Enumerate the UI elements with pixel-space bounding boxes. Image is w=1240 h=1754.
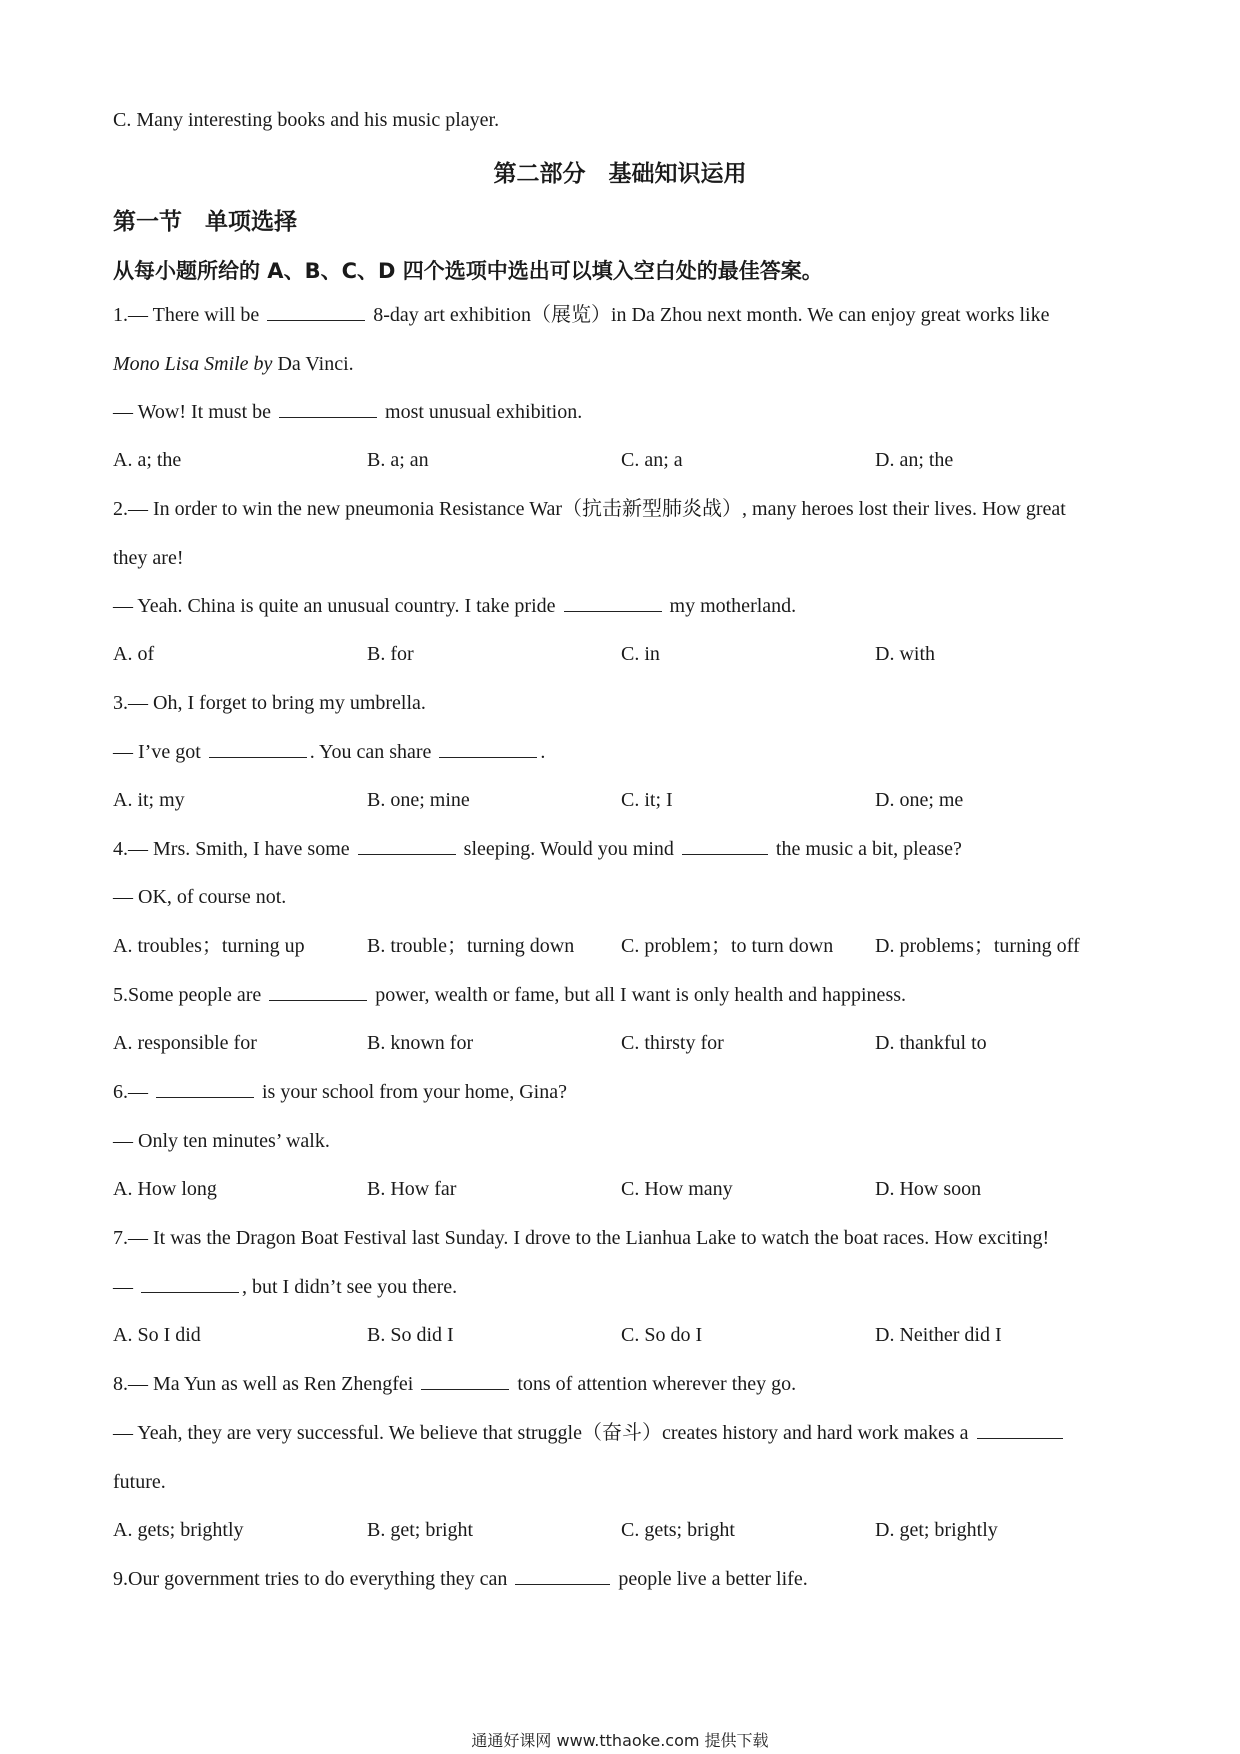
option-d: D. Neither did I xyxy=(875,1324,1002,1346)
question-3-line-1: 3.— Oh, I forget to bring my umbrella. xyxy=(113,692,426,714)
q1-text-c: Da Vinci. xyxy=(272,353,354,375)
q6-text-b: is your school from your home, Gina? xyxy=(262,1081,567,1103)
option-a: A. it; my xyxy=(113,789,185,811)
part-title: 第二部分 基础知识运用 xyxy=(493,161,747,187)
question-7-line-1: 7.— It was the Dragon Boat Festival last Sunday. I drove to the Lianhua Lake to watch the boat races. How exciting! xyxy=(113,1227,1050,1249)
question-3-options xyxy=(113,787,1133,813)
option-c: C. gets; bright xyxy=(621,1519,735,1541)
option-d: D. an; the xyxy=(875,449,954,471)
answer-blank xyxy=(358,836,456,855)
question-4-line-1 xyxy=(113,836,962,862)
page-footer: 通通好课网 www.tthaoke.com 提供下载 xyxy=(471,1731,769,1750)
option-d: D. get; brightly xyxy=(875,1519,998,1541)
option-c: C. in xyxy=(621,643,660,665)
option-d: D. How soon xyxy=(875,1178,982,1200)
question-2-line-2: they are! xyxy=(113,547,184,569)
previous-answer-option: C. Many interesting books and his music player. xyxy=(113,109,500,131)
q1-text-b: 8-day art exhibition（展览）in Da Zhou next month. We can enjoy great works like xyxy=(373,304,1050,326)
option-b: B. How far xyxy=(367,1178,457,1200)
q9-text-a: 9.Our government tries to do everything they can xyxy=(113,1568,508,1590)
question-1-line-2 xyxy=(113,351,354,377)
answer-blank xyxy=(269,982,367,1001)
option-b: B. So did I xyxy=(367,1324,454,1346)
q1-artwork-title: Mono Lisa Smile by xyxy=(113,353,273,375)
option-b: B. one; mine xyxy=(367,789,470,811)
q5-text-a: 5.Some people are xyxy=(113,984,262,1006)
option-c: C. thirsty for xyxy=(621,1032,724,1054)
option-d: D. thankful to xyxy=(875,1032,987,1054)
question-8-options xyxy=(113,1517,1133,1543)
q8-text-a: 8.— Ma Yun as well as Ren Zhengfei xyxy=(113,1373,414,1395)
answer-blank xyxy=(141,1274,239,1293)
section-title: 第一节 单项选择 xyxy=(113,209,297,235)
option-a: A. troubles；turning up xyxy=(113,935,305,957)
q8-text-b: tons of attention wherever they go. xyxy=(517,1373,797,1395)
option-a: A. of xyxy=(113,643,155,665)
question-2-options xyxy=(113,641,1133,667)
option-b: B. get; bright xyxy=(367,1519,474,1541)
q6-text-a: 6.— xyxy=(113,1081,148,1103)
option-c: C. How many xyxy=(621,1178,733,1200)
question-7-options xyxy=(113,1322,1133,1348)
answer-blank xyxy=(564,593,662,612)
option-d: D. with xyxy=(875,643,935,665)
instruction: 从每小题所给的 A、B、C、D 四个选项中选出可以填入空白处的最佳答案。 xyxy=(113,259,823,283)
q5-text-b: power, wealth or fame, but all I want is only health and happiness. xyxy=(375,984,907,1006)
option-a: A. How long xyxy=(113,1178,217,1200)
question-8-line-1 xyxy=(113,1371,796,1397)
question-5-options xyxy=(113,1030,1133,1056)
answer-blank xyxy=(682,836,768,855)
answer-blank xyxy=(209,739,307,758)
option-c: C. an; a xyxy=(621,449,683,471)
option-d: D. one; me xyxy=(875,789,964,811)
answer-blank xyxy=(515,1566,610,1585)
q2-text-b: my motherland. xyxy=(669,595,797,617)
q1-text-d: — Wow! It must be xyxy=(113,401,272,423)
q3-text-c: . xyxy=(540,741,546,763)
option-a: A. responsible for xyxy=(113,1032,257,1054)
question-9-line-1 xyxy=(113,1566,808,1592)
question-7-line-2 xyxy=(113,1274,457,1300)
question-5-line-1 xyxy=(113,982,906,1008)
option-c: C. it; I xyxy=(621,789,673,811)
q4-text-b: sleeping. Would you mind xyxy=(463,838,674,860)
q4-text-a: 4.— Mrs. Smith, I have some xyxy=(113,838,350,860)
question-8-line-2 xyxy=(113,1420,1066,1446)
option-b: B. known for xyxy=(367,1032,474,1054)
question-1-line-3 xyxy=(113,399,582,425)
q2-text-a: — Yeah. China is quite an unusual country. I take pride xyxy=(113,595,556,617)
answer-blank xyxy=(421,1371,509,1390)
question-8-line-3: future. xyxy=(113,1471,166,1493)
option-b: B. for xyxy=(367,643,414,665)
option-a: A. gets; brightly xyxy=(113,1519,244,1541)
q8-text-c: — Yeah, they are very successful. We believe that struggle（奋斗）creates history and hard work makes a xyxy=(113,1422,969,1444)
answer-blank xyxy=(279,399,377,418)
question-2-line-1: 2.— In order to win the new pneumonia Resistance War（抗击新型肺炎战）, many heroes lost their lives. How great xyxy=(113,498,1066,520)
q4-text-c: the music a bit, please? xyxy=(775,838,962,860)
question-2-line-3 xyxy=(113,593,796,619)
q9-text-b: people live a better life. xyxy=(618,1568,808,1590)
question-4-options xyxy=(113,933,1133,959)
q7-text-a: — xyxy=(113,1276,133,1298)
question-6-line-2: — Only ten minutes’ walk. xyxy=(113,1130,330,1152)
q7-text-b: , but I didn’t see you there. xyxy=(242,1276,458,1298)
question-1-line-1 xyxy=(113,302,1049,328)
option-c: C. problem；to turn down xyxy=(621,935,834,957)
q1-text-e: most unusual exhibition. xyxy=(385,401,583,423)
answer-blank xyxy=(156,1079,254,1098)
q3-text-a: — I’ve got xyxy=(113,741,201,763)
option-b: B. a; an xyxy=(367,449,429,471)
question-4-line-2: — OK, of course not. xyxy=(113,886,287,908)
answer-blank xyxy=(977,1420,1063,1439)
question-6-options xyxy=(113,1176,1133,1202)
option-a: A. a; the xyxy=(113,449,182,471)
q3-text-b: . You can share xyxy=(309,741,432,763)
answer-blank xyxy=(267,302,365,321)
question-3-line-2 xyxy=(113,739,545,765)
q1-text-a: 1.— There will be xyxy=(113,304,260,326)
option-a: A. So I did xyxy=(113,1324,201,1346)
question-6-line-1 xyxy=(113,1079,567,1105)
question-1-options xyxy=(113,447,1133,473)
option-c: C. So do I xyxy=(621,1324,703,1346)
answer-blank xyxy=(439,739,537,758)
option-d: D. problems；turning off xyxy=(875,935,1080,957)
option-b: B. trouble；turning down xyxy=(367,935,575,957)
